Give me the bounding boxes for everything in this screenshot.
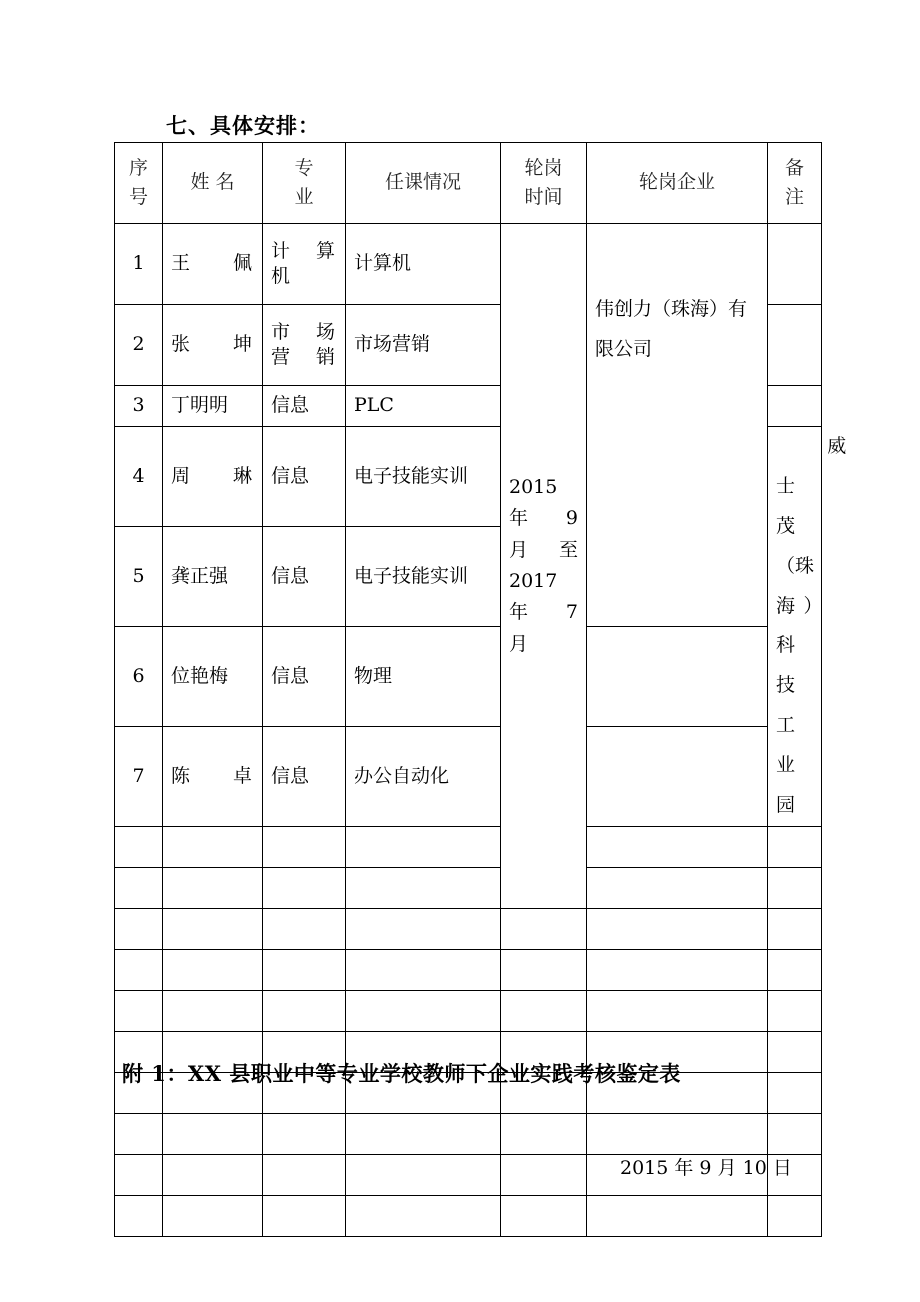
empty-cell <box>501 949 587 990</box>
header-course: 任课情况 <box>346 143 501 224</box>
empty-cell <box>263 1154 346 1195</box>
empty-cell <box>346 826 501 867</box>
empty-cell <box>587 867 768 908</box>
row-course: 物理 <box>346 626 501 726</box>
empty-cell <box>768 1113 822 1154</box>
empty-cell <box>768 949 822 990</box>
table-row-empty <box>115 908 822 949</box>
empty-cell <box>263 908 346 949</box>
empty-cell <box>346 1113 501 1154</box>
row-name: 张 坤 <box>163 305 263 386</box>
row-seq: 4 <box>115 427 163 527</box>
section-title: 七、具体安排： <box>166 113 320 138</box>
table-row-empty <box>115 1195 822 1236</box>
appendix-title: 附 1：XX 县职业中等专业学校教师下企业实践考核鉴定表 <box>122 1061 681 1086</box>
row-course: 电子技能实训 <box>346 526 501 626</box>
table-row-empty <box>115 867 822 908</box>
header-remark: 备注 <box>768 143 822 224</box>
empty-cell <box>768 1031 822 1072</box>
empty-cell <box>163 990 263 1031</box>
header-major: 专业 <box>263 143 346 224</box>
row-major: 信息 <box>263 726 346 826</box>
table-row <box>115 726 822 826</box>
header-period: 轮岗时间 <box>501 143 587 224</box>
row-seq: 2 <box>115 305 163 386</box>
empty-cell <box>346 908 501 949</box>
row-name: 周 琳 <box>163 427 263 527</box>
empty-cell <box>263 826 346 867</box>
empty-cell <box>263 867 346 908</box>
empty-cell <box>115 949 163 990</box>
empty-cell <box>263 1195 346 1236</box>
empty-cell <box>501 1113 587 1154</box>
row-major: 市 场 营销 <box>263 305 346 386</box>
empty-cell <box>587 1195 768 1236</box>
empty-cell <box>501 908 587 949</box>
empty-cell <box>115 826 163 867</box>
row-name: 丁明明 <box>163 386 263 427</box>
row-major: 信息 <box>263 526 346 626</box>
row-course: PLC <box>346 386 501 427</box>
empty-cell <box>263 1113 346 1154</box>
row-major: 信息 <box>263 427 346 527</box>
table-row-empty <box>115 990 822 1031</box>
empty-cell <box>768 908 822 949</box>
row-seq: 5 <box>115 526 163 626</box>
empty-cell <box>587 949 768 990</box>
empty-cell <box>115 1113 163 1154</box>
empty-cell <box>115 867 163 908</box>
empty-cell <box>163 1154 263 1195</box>
empty-cell <box>163 1195 263 1236</box>
row-name: 龚正强 <box>163 526 263 626</box>
empty-cell <box>587 826 768 867</box>
row-seq: 7 <box>115 726 163 826</box>
company-cell-1: 伟创力（珠海）有限公司 <box>587 224 768 627</box>
header-name: 姓 名 <box>163 143 263 224</box>
table-header-row <box>115 143 822 224</box>
row-course: 计算机 <box>346 224 501 305</box>
empty-cell <box>587 1113 768 1154</box>
row-remark <box>587 726 768 826</box>
empty-cell <box>263 949 346 990</box>
empty-cell <box>768 867 822 908</box>
empty-cell <box>768 1195 822 1236</box>
header-seq: 序号 <box>115 143 163 224</box>
header-company: 轮岗企业 <box>587 143 768 224</box>
row-name: 位艳梅 <box>163 626 263 726</box>
empty-cell <box>587 908 768 949</box>
row-remark <box>768 386 822 427</box>
row-remark <box>768 224 822 305</box>
empty-cell <box>346 949 501 990</box>
empty-cell <box>163 908 263 949</box>
empty-cell <box>163 1113 263 1154</box>
table-row <box>115 224 822 305</box>
empty-cell <box>346 1195 501 1236</box>
empty-cell <box>115 1195 163 1236</box>
table-row-empty <box>115 826 822 867</box>
empty-cell <box>768 1072 822 1113</box>
row-major: 信息 <box>263 626 346 726</box>
empty-cell <box>163 867 263 908</box>
company-cell-2: 威士茂（珠海）科技工业园 <box>768 427 822 827</box>
empty-cell <box>587 990 768 1031</box>
empty-cell <box>768 990 822 1031</box>
empty-cell <box>115 1154 163 1195</box>
empty-cell <box>501 1154 587 1195</box>
empty-cell <box>115 908 163 949</box>
empty-cell <box>115 990 163 1031</box>
row-course: 办公自动化 <box>346 726 501 826</box>
row-seq: 1 <box>115 224 163 305</box>
row-name: 陈 卓 <box>163 726 263 826</box>
period-cell: 2015 年 9 月 至 2017 年 7 月 <box>501 224 587 909</box>
empty-cell <box>346 867 501 908</box>
row-seq: 3 <box>115 386 163 427</box>
row-remark <box>768 305 822 386</box>
row-course: 市场营销 <box>346 305 501 386</box>
empty-cell <box>346 1154 501 1195</box>
empty-cell <box>501 990 587 1031</box>
row-remark <box>587 626 768 726</box>
row-major: 信息 <box>263 386 346 427</box>
empty-cell <box>163 949 263 990</box>
row-major: 计 算 机 <box>263 224 346 305</box>
row-seq: 6 <box>115 626 163 726</box>
empty-cell <box>263 990 346 1031</box>
empty-cell <box>346 990 501 1031</box>
table-row <box>115 626 822 726</box>
table-row-empty <box>115 949 822 990</box>
empty-cell <box>768 826 822 867</box>
empty-cell <box>163 826 263 867</box>
row-course: 电子技能实训 <box>346 427 501 527</box>
empty-cell <box>501 1195 587 1236</box>
row-name: 王 佩 <box>163 224 263 305</box>
table-row-empty <box>115 1113 822 1154</box>
document-date: 2015 年 9 月 10 日 <box>620 1157 792 1179</box>
